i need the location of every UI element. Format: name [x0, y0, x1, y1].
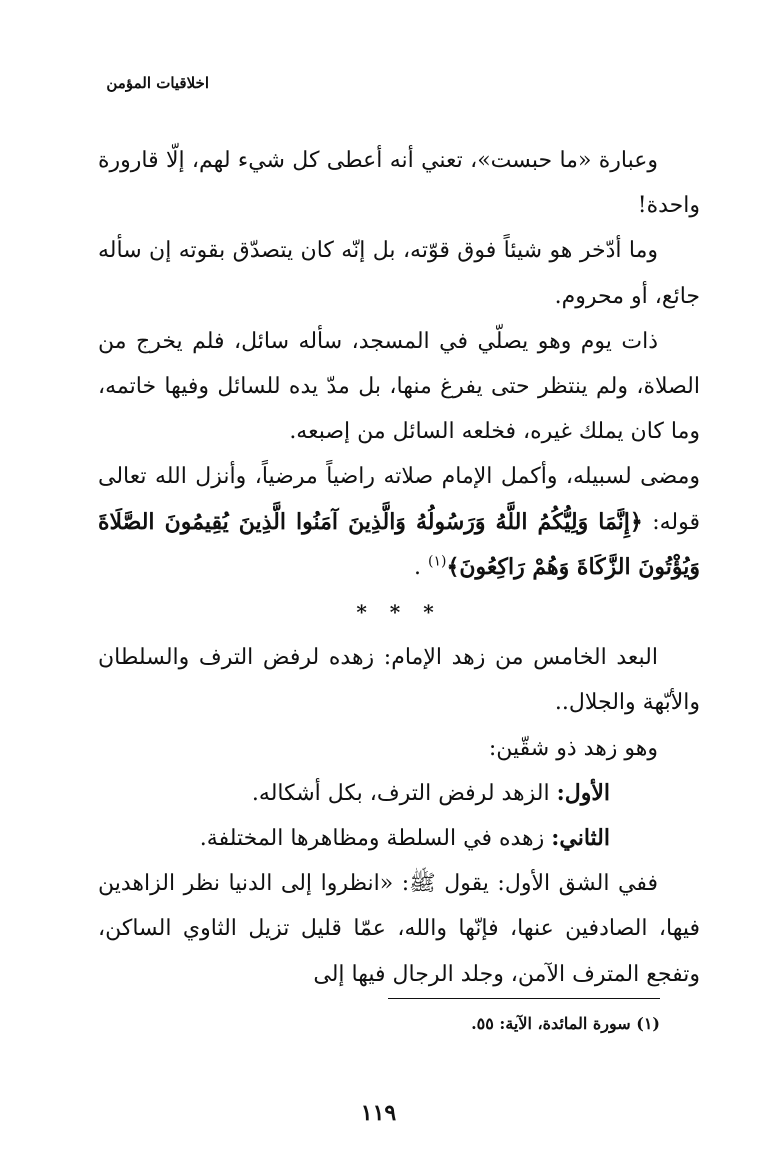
footnote: (١) سورة المائدة، الآية: ٥٥. — [471, 1014, 660, 1033]
footnote-divider — [388, 998, 660, 999]
paragraph-7: ففي الشق الأول: يقول ﷺ: «انظروا إلى الدنيا نظر الزاهدين فيها، الصادفين عنها، فإنّها والله، عمّا قليل تزيل الثاوي الساكن، وتفجع المترف الآمن، وجلد الرجال فيها إلى — [98, 871, 700, 987]
paragraph-3: ذات يوم وهو يصلّي في المسجد، سأله سائل، فلم يخرج من الصلاة، ولم ينتظر حتى يفرغ منها، بل مدّ يده للسائل وفيها خاتمه، وما كان يملك غيره، فخلعه السائل من إصبعه. — [98, 328, 700, 445]
list-item-first-label: الأول: — [556, 779, 610, 806]
list-item-first-text: الزهد لرفض الترف، بكل أشكاله. — [251, 780, 557, 806]
paragraph-2: وما أدّخر هو شيئاً فوق قوّته، بل إنّه كان يتصدّق بقوته إن سأله جائع، أو محروم. — [98, 238, 700, 309]
page-number: ١١٩ — [360, 1100, 397, 1126]
paragraph-1: وعبارة «ما حبست»، تعني أنه أعطى كل شيء لهم، إلّا قارورة واحدة! — [98, 148, 700, 219]
paragraph-4 — [98, 454, 700, 590]
running-header: اخلاقيات المؤمن — [106, 74, 209, 92]
list-item-second-label: الثاني: — [551, 825, 610, 852]
quran-verse: ﴿إِنَّمَا وَلِيُّكُمُ اللَّهُ وَرَسُولُهُ وَالَّذِينَ آمَنُوا الَّذِينَ يُقِيمُونَ الصَّلَاةَ وَيُؤْتُونَ الزَّكَاةَ وَهُمْ رَاكِعُونَ﴾ — [98, 508, 700, 580]
list-item-second-text: زهده في السلطة ومظاهرها المختلفة. — [199, 826, 552, 852]
main-text — [98, 138, 700, 997]
section-separator: * * * — [356, 600, 442, 625]
footnote-reference: (١) — [428, 553, 447, 570]
list-item-first — [98, 771, 700, 816]
paragraph-4-end: . — [414, 554, 422, 580]
paragraph-6: وهو زهد ذو شقّين: — [488, 735, 658, 761]
paragraph-5: البعد الخامس من زهد الإمام: زهده لرفض الترف والسلطان والأبّهة والجلال.. — [98, 645, 700, 716]
paragraph-4-intro: ومضى لسبيله، وأكمل الإمام صلاته راضياً مرضياً، وأنزل الله تعالى قوله: — [98, 464, 700, 535]
list-item-second — [98, 816, 700, 861]
